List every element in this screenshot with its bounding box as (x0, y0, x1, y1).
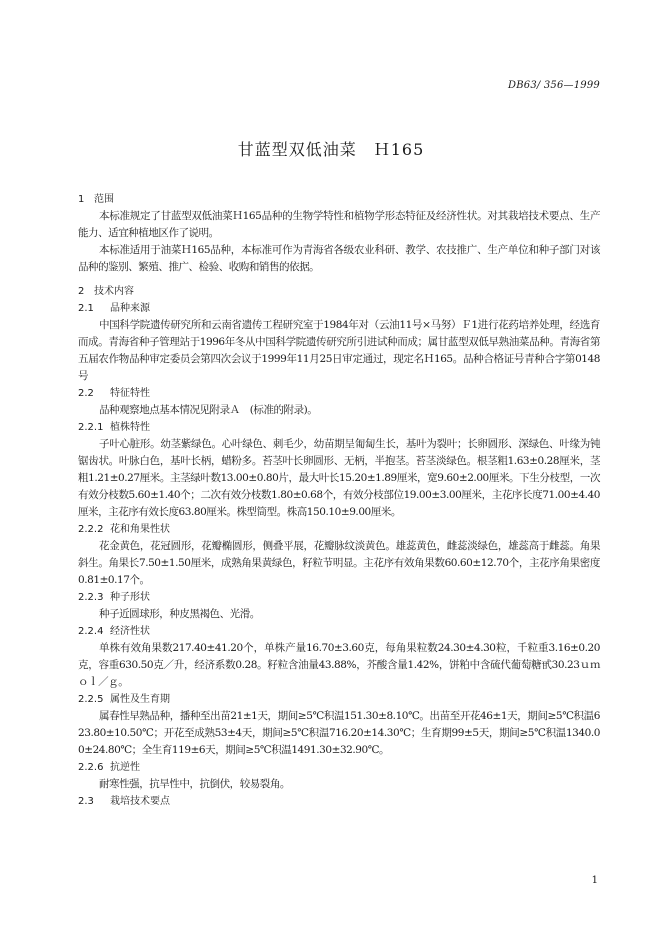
paragraph: 花金黄色，花冠圆形，花瓣椭圆形，侧叠平展，花瓣脉纹淡黄色。雄蕊黄色，雌蕊淡绿色，雄蕊高于雌蕊。角果斜生。角果长7.50±1.50厘米，成熟角果黄绿色，籽粒节明显。主花序有效角果数60.60±12.70个，主花序角果密度0.81±0.17个。 (78, 540, 600, 586)
section-title: 抗逆性 (110, 762, 140, 773)
section-number: 2.3 (78, 796, 94, 807)
section-heading (78, 283, 600, 300)
section-heading (78, 589, 600, 606)
section-number: 2.2.5 (78, 694, 104, 705)
paragraph: 属春性早熟品种，播种至出苗21±1天，期间≥5℃积温151.30±8.10℃。出苗至开花46±1天，期间≥5℃积温623.80±10.50℃；开花至成熟53±4天，期间≥5℃积温716.20±14.30℃；生育期99±5天，期间≥5℃积温1340.00±24.80℃；全生育119±6天，期间≥5℃积温1491.30±32.90℃。 (78, 710, 600, 756)
section-title: 种子形状 (110, 592, 150, 603)
section-heading (78, 419, 600, 436)
section-title: 经济性状 (110, 626, 150, 637)
section-title: 植株特性 (110, 422, 150, 433)
section-title: 花和角果性状 (110, 524, 170, 535)
section-number: 2.2.4 (78, 626, 104, 637)
section-heading (78, 191, 600, 208)
document-code: DB63/ 356—1999 (508, 80, 600, 91)
section-heading (78, 385, 600, 402)
section-title: 特征特性 (110, 388, 150, 399)
section-number: 2 (78, 286, 85, 297)
section-number: 2.2.2 (78, 524, 104, 535)
section-number: 2.2.1 (78, 422, 104, 433)
section-heading (78, 623, 600, 640)
paragraph: 子叶心脏形。幼茎紫绿色。心叶绿色、刺毛少，幼苗期呈匍匐生长，基叶为裂叶；长卵圆形、深绿色、叶缘为钝锯齿状。叶脉白色，基叶长柄，蜡粉多。苔茎叶长卵圆形、无柄，半抱茎。苔茎淡绿色。根茎粗1.63±0.28厘米，茎粗1.21±0.27厘米。主茎绿叶数13.00±0.80片，最大叶长15.20±1.89厘米，宽9.60±2.00厘米。下生分枝型，一次有效分枝数5.60±1.40个；二次有效分枝数1.80±0.68个，有效分枝部位19.00±3.00厘米，主花序长度71.00±4.40厘米，主花序有效长度63.80厘米。株型筒型。株高150.10±9.00厘米。 (78, 438, 600, 518)
section-number: 2.2.3 (78, 592, 104, 603)
section-title: 范围 (94, 194, 114, 205)
paragraph: 本标准规定了甘蓝型双低油菜Ｈ165品种的生物学特性和植物学形态特征及经济性状。对其栽培技术要点、生产能力、适宜种植地区作了说明。 (78, 210, 600, 239)
paragraph: 耐寒性强，抗旱性中，抗倒伏，较易裂角。 (99, 778, 290, 790)
section-heading (78, 300, 600, 317)
section-title: 技术内容 (94, 286, 134, 297)
section-number: 2.2.6 (78, 762, 104, 773)
paragraph: 本标准适用于油菜Ｈ165品种，本标准可作为青海省各级农业科研、教学、农技推广、生产单位和种子部门对该品种的鉴别、繁殖、推广、检验、收购和销售的依据。 (78, 244, 600, 273)
section-number: 2.1 (78, 303, 94, 314)
paragraph: 中国科学院遗传研究所和云南省遗传工程研究室于1984年对（云油11号×马努）Ｆ1进行花药培养处理，经选育而成。青海省种子管理站于1996年冬从中国科学院遗传研究所引进试种而成；属甘蓝型双低早熟油菜品种。青海省第五届农作物品种审定委员会第四次会议于1999年11月25日审定通过，现定名Ｈ165。品种合格证号青种合字第0148号 (78, 319, 600, 382)
section-title: 品种来源 (110, 303, 150, 314)
section-title: 属性及生育期 (110, 694, 170, 705)
paragraph: 单株有效角果数217.40±41.20个，单株产量16.70±3.60克，每角果粒数24.30±4.30粒，千粒重3.16±0.20克，容重630.50克／升，经济系数0.28。籽粒含油量43.88%，芥酸含量1.42%，饼粕中含硫代葡萄糖甙30.23ｕｍｏｌ／ｇ。 (78, 642, 600, 688)
section-heading (78, 793, 600, 810)
section-heading (78, 759, 600, 776)
paragraph: 种子近圆球形，种皮黑褐色、光滑。 (99, 608, 260, 620)
section-heading (78, 691, 600, 708)
section-title: 栽培技术要点 (110, 796, 170, 807)
section-number: 2.2 (78, 388, 94, 399)
paragraph: 品种观察地点基本情况见附录Ａ (标准的附录)。 (99, 404, 318, 416)
document-title: 甘蓝型双低油菜 Ｈ165 (237, 140, 425, 159)
section-heading (78, 521, 600, 538)
page-number: 1 (591, 875, 598, 886)
document-body (78, 189, 600, 810)
section-number: 1 (78, 194, 85, 205)
